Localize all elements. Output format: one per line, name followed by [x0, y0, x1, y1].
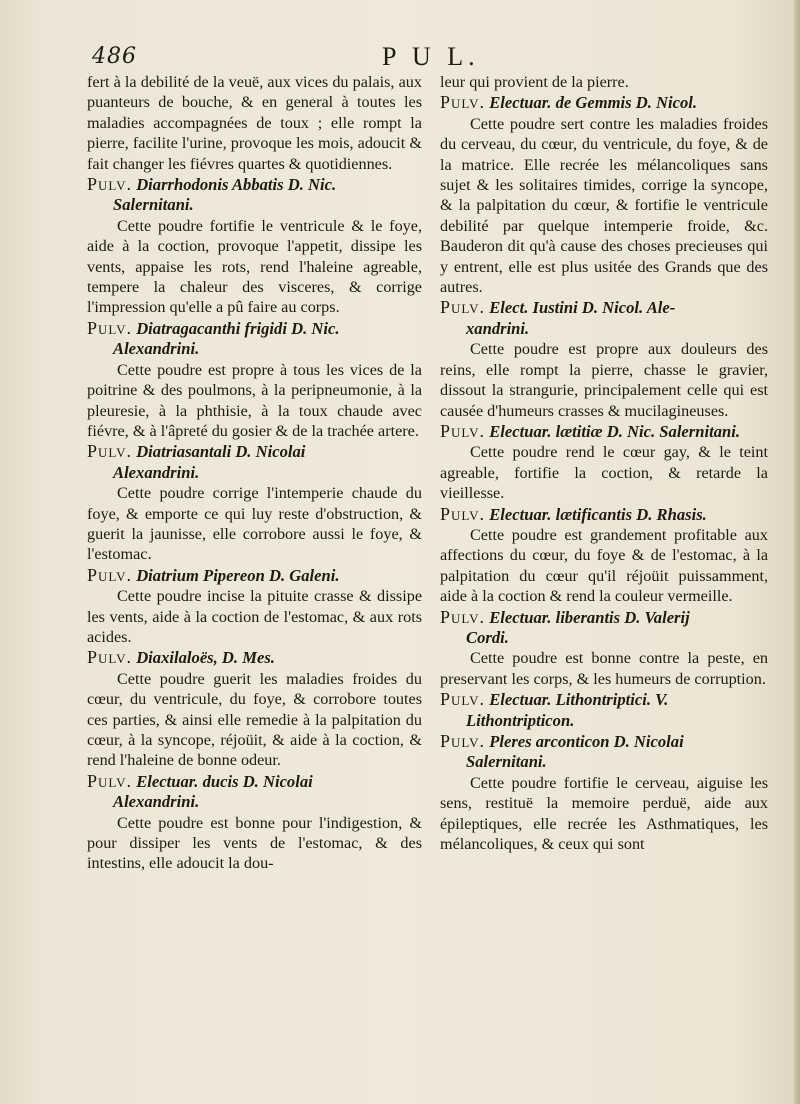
heading-title: Electuar. Lithontriptici. V.	[489, 690, 669, 710]
remedy-heading	[87, 318, 422, 360]
heading-subtitle: Cordi.	[466, 627, 509, 647]
heading-title: Electuar. ducis D. Nicolai	[136, 771, 313, 791]
heading-lead: Pulv.	[87, 317, 133, 338]
heading-title: Pleres arconticon D. Nicolai	[489, 732, 684, 751]
heading-lead: Pulv.	[440, 92, 486, 113]
heading-lead: Pulv.	[87, 647, 133, 668]
paragraph: Cette poudre est propre à tous les vices de la poitrine & des poulmons, à la peripneumonie, à la pleuresie, à la phthisie, à la toux chaude avec fiévre, & à l'âpreté du gosier & de la trachée artere.	[87, 360, 422, 440]
remedy-heading	[87, 771, 422, 813]
remedy-heading	[440, 689, 768, 731]
heading-title: Electuar. lætitiæ D. Nic. Salernitani.	[489, 421, 740, 441]
paragraph: Cette poudre est bonne pour l'indigestion, & pour dissiper les vents de l'estomac, & des intestins, elle adoucit la dou-	[87, 813, 422, 873]
remedy-heading	[440, 731, 768, 773]
heading-title: Electuar. lætificantis D. Rhasis.	[489, 504, 707, 524]
heading-title: Diaxilaloës, D. Mes.	[136, 648, 275, 668]
heading-subtitle: xandrini.	[466, 318, 530, 338]
paragraph: Cette poudre est grandement profitable aux affections du cœur, du foye & de l'estomac, à la palpitation du cœur qu'il réjoüit puissamment, aide à la coction & rend la couleur vermeille.	[440, 525, 768, 606]
remedy-heading	[440, 92, 768, 113]
heading-title: Diatriasantali D. Nicolai	[136, 442, 306, 462]
remedy-heading	[440, 607, 768, 649]
heading-lead: Pulv.	[87, 770, 133, 791]
heading-subtitle: Alexandrini.	[113, 462, 200, 482]
heading-lead: Pulv.	[440, 420, 486, 441]
paragraph: Cette poudre sert contre les maladies froides du cerveau, du cœur, du ventricule, du foye, & de la matrice. Elle recrée les mélancoliques sans sujet & les solitaires timides, corrige la syncope, & la palpitation du cœur, & fortifie le ventricule debilité par quelque intemperie froide, &c. Bauderon dit qu'à cause des choses precieuses qui y entrent, elle est plus usitée des Grands que des autres.	[440, 114, 768, 297]
paragraph: Cette poudre incise la pituite crasse & dissipe les vents, aide à la coction de l'estomac, & aux rots acides.	[87, 587, 422, 646]
heading-title: Elect. Iustini D. Nicol. Ale-	[489, 298, 676, 318]
remedy-heading	[87, 647, 422, 668]
heading-title: Electuar. de Gemmis D. Nicol.	[489, 93, 698, 113]
heading-lead: Pulv.	[440, 297, 486, 318]
right-column	[440, 72, 768, 854]
remedy-heading	[440, 421, 768, 442]
heading-title: Diatrium Pipereon D. Galeni.	[136, 565, 340, 585]
left-column	[87, 72, 422, 874]
paragraph: Cette poudre rend le cœur gay, & le teint agreable, fortifie la coction, & retarde la vieillesse.	[440, 443, 768, 503]
page-header	[92, 42, 712, 70]
heading-subtitle: Alexandrini.	[113, 792, 200, 812]
remedy-heading	[87, 441, 422, 483]
heading-lead: Pulv.	[440, 731, 486, 751]
heading-subtitle: Salernitani.	[466, 752, 547, 772]
remedy-heading	[87, 174, 422, 216]
heading-title: Diatragacanthi frigidi D. Nic.	[136, 318, 340, 338]
page-number: 486	[92, 44, 137, 69]
remedy-heading	[440, 297, 768, 339]
running-head: P U L.	[382, 42, 480, 71]
heading-lead: Pulv.	[440, 503, 486, 524]
paragraph: Cette poudre est bonne contre la peste, en preservant les corps, & les humeurs de corruption.	[440, 649, 768, 688]
continued-text: fert à la debilité de la veuë, aux vices du palais, aux puanteurs de bouche, & en general à toutes les maladies accompagnées de toux ; elle rompt la pierre, facilite l'urine, provoque les mois, adoucit & fait changer les fiévres quartes & quotidiennes.	[87, 73, 422, 173]
continued-text: leur qui provient de la pierre.	[440, 73, 629, 91]
heading-lead: Pulv.	[87, 564, 133, 585]
paragraph: Cette poudre corrige l'intemperie chaude du foye, & emporte ce qui luy reste d'obstruction, & guerit la jaunisse, elle corrobore aussi le foye, & l'estomac.	[87, 484, 422, 564]
heading-title: Electuar. liberantis D. Valerij	[489, 607, 690, 627]
page-edge	[794, 0, 800, 1104]
paragraph: Cette poudre est propre aux douleurs des reins, elle rompt la pierre, chasse le gravier, dissout la strangurie, principalement celle qui est causée d'humeurs crasses & mucilagineuses.	[440, 340, 768, 420]
paragraph: Cette poudre fortifie le ventricule & le foye, aide à la coction, provoque l'appetit, dissipe les vents, appaise les rots, rend l'haleine agreable, tempere la chaleur des visceres, & corrige l'impression qu'elle a pû faire au corps.	[87, 216, 422, 317]
heading-lead: Pulv.	[87, 441, 133, 462]
heading-lead: Pulv.	[440, 689, 486, 710]
heading-subtitle: Salernitani.	[113, 195, 194, 215]
remedy-heading	[440, 504, 768, 525]
heading-lead: Pulv.	[440, 606, 486, 627]
paragraph: Cette poudre guerit les maladies froides du cœur, du ventricule, du foye, & corrobore toutes ces parties, & ainsi elle remedie à la palpitation du cœur, à la syncope, réjoüit, & aide à la coction, & rend l'haleine de bonne odeur.	[87, 669, 422, 770]
heading-subtitle: Lithontripticon.	[466, 710, 575, 730]
paragraph: Cette poudre fortifie le cerveau, aiguise les sens, restituë la memoire perduë, aide aux épileptiques, elle recrée les Asthmatiques, les mélancoliques, & ceux qui sont	[440, 773, 768, 854]
heading-lead: Pulv.	[87, 174, 133, 195]
remedy-heading	[87, 565, 422, 586]
heading-title: Diarrhodonis Abbatis D. Nic.	[136, 175, 337, 195]
heading-subtitle: Alexandrini.	[113, 339, 200, 359]
